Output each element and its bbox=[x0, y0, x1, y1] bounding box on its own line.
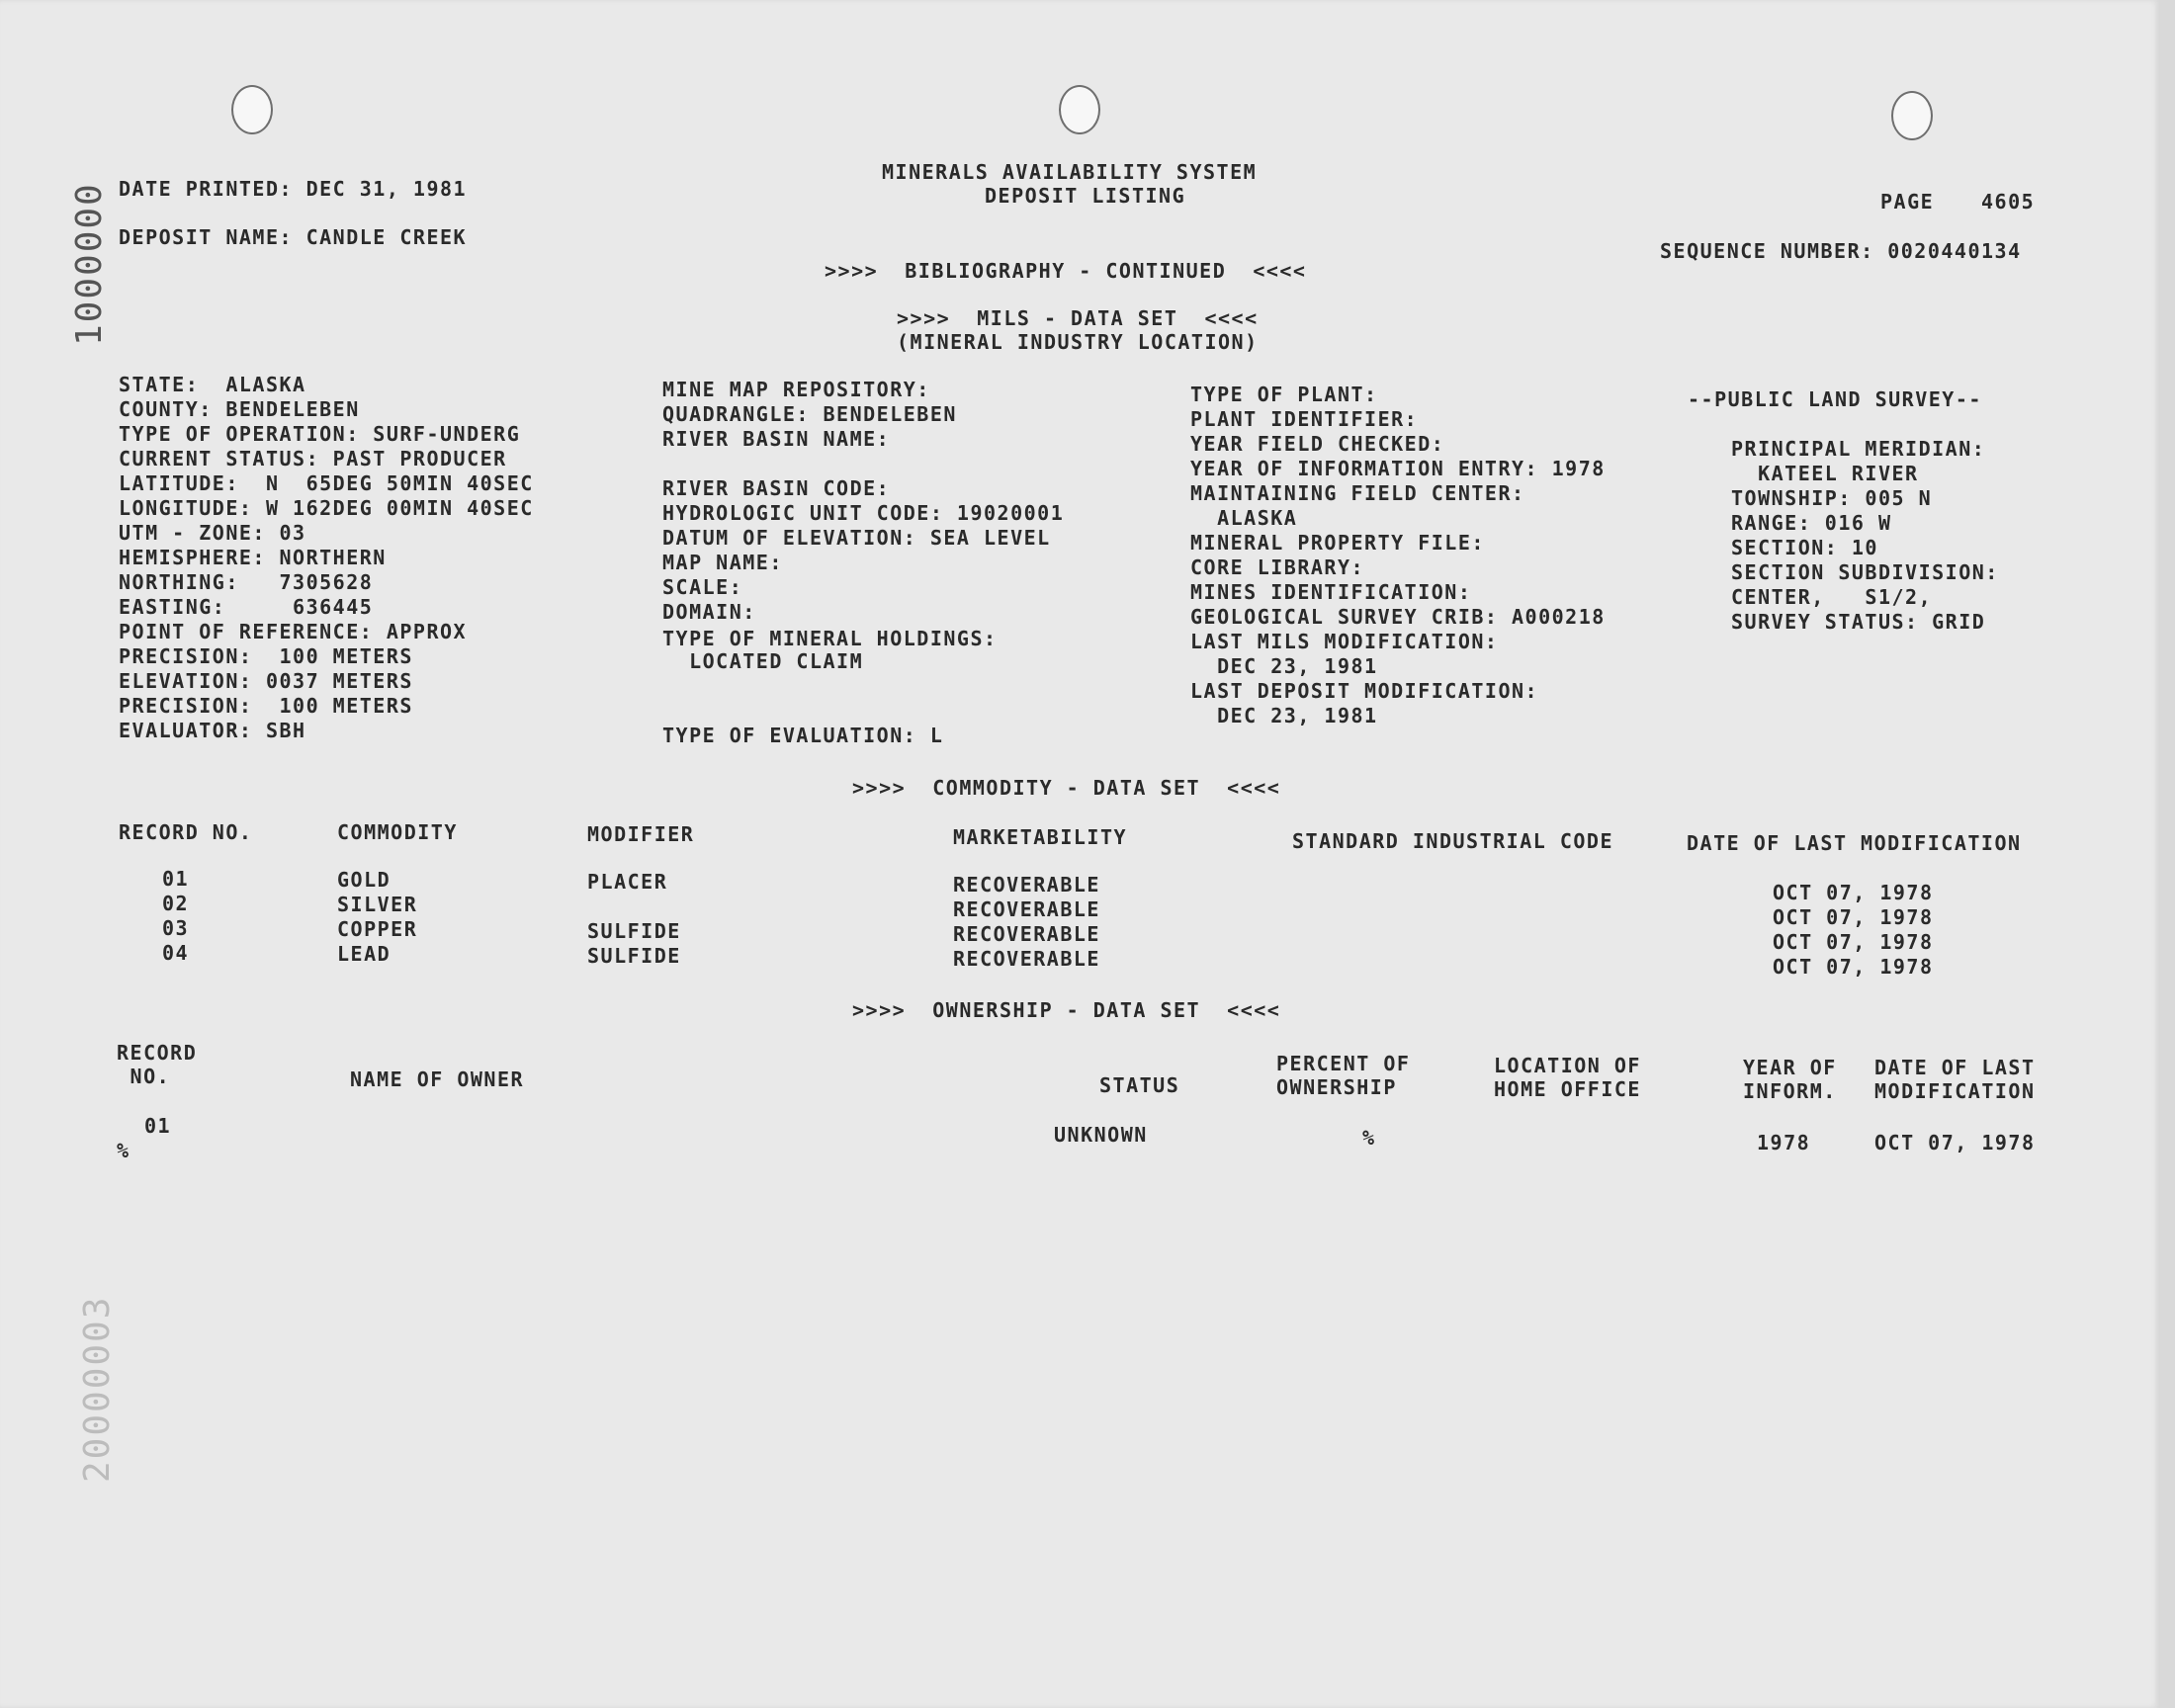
plant-identifier-field: PLANT IDENTIFIER: bbox=[1190, 407, 1419, 431]
mineral-holdings-label: TYPE OF MINERAL HOLDINGS: bbox=[662, 627, 998, 650]
county-field: COUNTY: BENDELEBEN bbox=[119, 397, 360, 421]
last-mils-modification-value: DEC 23, 1981 bbox=[1190, 654, 1378, 678]
type-of-evaluation-field: TYPE OF EVALUATION: L bbox=[662, 724, 944, 747]
page-label: PAGE bbox=[1880, 190, 1935, 214]
hydrologic-unit-code-field: HYDROLOGIC UNIT CODE: 19020001 bbox=[662, 501, 1065, 525]
commodity-modifier: SULFIDE bbox=[587, 944, 681, 968]
mineral-property-file-field: MINERAL PROPERTY FILE: bbox=[1190, 531, 1485, 555]
operation-type-field: TYPE OF OPERATION: SURF-UNDERG bbox=[119, 422, 521, 446]
commodity-heading: >>>> COMMODITY - DATA SET <<<< bbox=[852, 776, 1281, 800]
film-code-bottom: 20000003 bbox=[77, 1295, 118, 1483]
punch-hole-left bbox=[231, 85, 273, 134]
ownership-status: UNKNOWN bbox=[1054, 1123, 1148, 1147]
range-field: RANGE: 016 W bbox=[1731, 511, 1892, 535]
date-printed: DATE PRINTED: DEC 31, 1981 bbox=[119, 177, 468, 201]
bibliography-heading: >>>> BIBLIOGRAPHY - CONTINUED <<<< bbox=[825, 259, 1307, 283]
river-basin-code-field: RIVER BASIN CODE: bbox=[662, 476, 891, 500]
commodity-modifier: PLACER bbox=[587, 870, 668, 894]
scan-edge bbox=[2160, 0, 2175, 1708]
ownership-col-percent-line1: PERCENT OF bbox=[1276, 1052, 1411, 1075]
modification-date: OCT 07, 1978 bbox=[1773, 930, 1934, 954]
commodity-name: SILVER bbox=[337, 893, 418, 916]
latitude-field: LATITUDE: N 65DEG 50MIN 40SEC bbox=[119, 471, 534, 495]
sequence-number: SEQUENCE NUMBER: 0020440134 bbox=[1660, 239, 2022, 263]
mils-subheading: (MINERAL INDUSTRY LOCATION) bbox=[897, 330, 1259, 354]
evaluator-field: EVALUATOR: SBH bbox=[119, 719, 306, 742]
map-name-field: MAP NAME: bbox=[662, 551, 783, 574]
ownership-percent: % bbox=[1362, 1126, 1376, 1150]
ownership-col-location-line1: LOCATION OF bbox=[1494, 1054, 1641, 1077]
maintaining-field-center-label: MAINTAINING FIELD CENTER: bbox=[1190, 481, 1525, 505]
ownership-col-percent-line2: OWNERSHIP bbox=[1276, 1075, 1397, 1099]
last-deposit-modification-value: DEC 23, 1981 bbox=[1190, 704, 1378, 727]
core-library-field: CORE LIBRARY: bbox=[1190, 555, 1365, 579]
record-number: 03 bbox=[162, 916, 190, 940]
state-field: STATE: ALASKA bbox=[119, 373, 306, 396]
principal-meridian-label: PRINCIPAL MERIDIAN: bbox=[1731, 437, 1986, 461]
mine-map-repository-field: MINE MAP REPOSITORY: bbox=[662, 378, 930, 401]
type-of-plant-field: TYPE OF PLANT: bbox=[1190, 383, 1378, 406]
ownership-col-status: STATUS bbox=[1099, 1073, 1180, 1097]
maintaining-field-center-value: ALASKA bbox=[1190, 506, 1298, 530]
deposit-name: DEPOSIT NAME: CANDLE CREEK bbox=[119, 225, 468, 249]
scale-field: SCALE: bbox=[662, 575, 743, 599]
mils-heading: >>>> MILS - DATA SET <<<< bbox=[897, 306, 1259, 330]
modification-date: OCT 07, 1978 bbox=[1773, 905, 1934, 929]
ownership-col-record-line2: NO. bbox=[117, 1065, 171, 1088]
listing-title: DEPOSIT LISTING bbox=[985, 184, 1186, 208]
commodity-col-sic: STANDARD INDUSTRIAL CODE bbox=[1292, 829, 1613, 853]
survey-status-field: SURVEY STATUS: GRID bbox=[1731, 610, 1986, 634]
easting-field: EASTING: 636445 bbox=[119, 595, 374, 619]
year-field-checked-field: YEAR FIELD CHECKED: bbox=[1190, 432, 1445, 456]
commodity-col-date: DATE OF LAST MODIFICATION bbox=[1687, 831, 2022, 855]
ownership-col-date-line1: DATE OF LAST bbox=[1874, 1056, 2036, 1079]
elevation-precision-field: PRECISION: 100 METERS bbox=[119, 694, 413, 718]
system-title: MINERALS AVAILABILITY SYSTEM bbox=[882, 160, 1258, 184]
page-number: 4605 bbox=[1981, 190, 2036, 214]
township-field: TOWNSHIP: 005 N bbox=[1731, 486, 1933, 510]
punch-hole-center bbox=[1059, 85, 1100, 134]
film-code-top: 1000000 bbox=[69, 182, 110, 346]
domain-field: DOMAIN: bbox=[662, 600, 756, 624]
record-marker: % bbox=[117, 1139, 130, 1162]
datum-of-elevation-field: DATUM OF ELEVATION: SEA LEVEL bbox=[662, 526, 1051, 550]
modification-date: OCT 07, 1978 bbox=[1773, 955, 1934, 979]
marketability-value: RECOVERABLE bbox=[953, 897, 1100, 921]
year-of-information: 1978 bbox=[1757, 1131, 1811, 1154]
ownership-col-date-line2: MODIFICATION bbox=[1874, 1079, 2036, 1103]
ownership-col-record-line1: RECORD bbox=[117, 1041, 198, 1065]
marketability-value: RECOVERABLE bbox=[953, 873, 1100, 897]
commodity-col-marketability: MARKETABILITY bbox=[953, 825, 1128, 849]
northing-field: NORTHING: 7305628 bbox=[119, 570, 374, 594]
commodity-name: LEAD bbox=[337, 942, 392, 966]
commodity-col-modifier: MODIFIER bbox=[587, 822, 695, 846]
point-of-reference-field: POINT OF REFERENCE: APPROX bbox=[119, 620, 468, 643]
ownership-col-location-line2: HOME OFFICE bbox=[1494, 1077, 1641, 1101]
mineral-holdings-value: LOCATED CLAIM bbox=[662, 649, 864, 673]
ownership-heading: >>>> OWNERSHIP - DATA SET <<<< bbox=[852, 998, 1281, 1022]
ownership-col-year-line2: INFORM. bbox=[1743, 1079, 1837, 1103]
mines-identification-field: MINES IDENTIFICATION: bbox=[1190, 580, 1472, 604]
section-field: SECTION: 10 bbox=[1731, 536, 1878, 559]
commodity-col-record: RECORD NO. bbox=[119, 820, 253, 844]
longitude-field: LONGITUDE: W 162DEG 00MIN 40SEC bbox=[119, 496, 534, 520]
section-subdivision-value: CENTER, S1/2, bbox=[1731, 585, 1933, 609]
last-mils-modification-label: LAST MILS MODIFICATION: bbox=[1190, 630, 1499, 653]
modification-date: OCT 07, 1978 bbox=[1773, 881, 1934, 904]
location-precision-field: PRECISION: 100 METERS bbox=[119, 644, 413, 668]
ownership-col-year-line1: YEAR OF bbox=[1743, 1056, 1837, 1079]
public-land-survey-heading: --PUBLIC LAND SURVEY-- bbox=[1688, 387, 1982, 411]
section-subdivision-label: SECTION SUBDIVISION: bbox=[1731, 560, 1999, 584]
record-number: 01 bbox=[162, 867, 190, 891]
ownership-col-owner: NAME OF OWNER bbox=[350, 1068, 525, 1091]
current-status-field: CURRENT STATUS: PAST PRODUCER bbox=[119, 447, 507, 470]
principal-meridian-value: KATEEL RIVER bbox=[1731, 462, 1919, 485]
punch-hole-right bbox=[1891, 91, 1933, 140]
record-number: 01 bbox=[144, 1114, 172, 1138]
record-number: 02 bbox=[162, 892, 190, 915]
modification-date: OCT 07, 1978 bbox=[1874, 1131, 2036, 1154]
commodity-name: GOLD bbox=[337, 868, 392, 892]
marketability-value: RECOVERABLE bbox=[953, 922, 1100, 946]
quadrangle-field: QUADRANGLE: BENDELEBEN bbox=[662, 402, 957, 426]
commodity-name: COPPER bbox=[337, 917, 418, 941]
year-of-information-entry-field: YEAR OF INFORMATION ENTRY: 1978 bbox=[1190, 457, 1606, 480]
geological-survey-crib-field: GEOLOGICAL SURVEY CRIB: A000218 bbox=[1190, 605, 1606, 629]
last-deposit-modification-label: LAST DEPOSIT MODIFICATION: bbox=[1190, 679, 1539, 703]
utm-zone-field: UTM - ZONE: 03 bbox=[119, 521, 306, 545]
hemisphere-field: HEMISPHERE: NORTHERN bbox=[119, 546, 387, 569]
commodity-modifier: SULFIDE bbox=[587, 919, 681, 943]
commodity-col-commodity: COMMODITY bbox=[337, 820, 458, 844]
marketability-value: RECOVERABLE bbox=[953, 947, 1100, 971]
record-number: 04 bbox=[162, 941, 190, 965]
river-basin-name-field: RIVER BASIN NAME: bbox=[662, 427, 891, 451]
elevation-field: ELEVATION: 0037 METERS bbox=[119, 669, 413, 693]
